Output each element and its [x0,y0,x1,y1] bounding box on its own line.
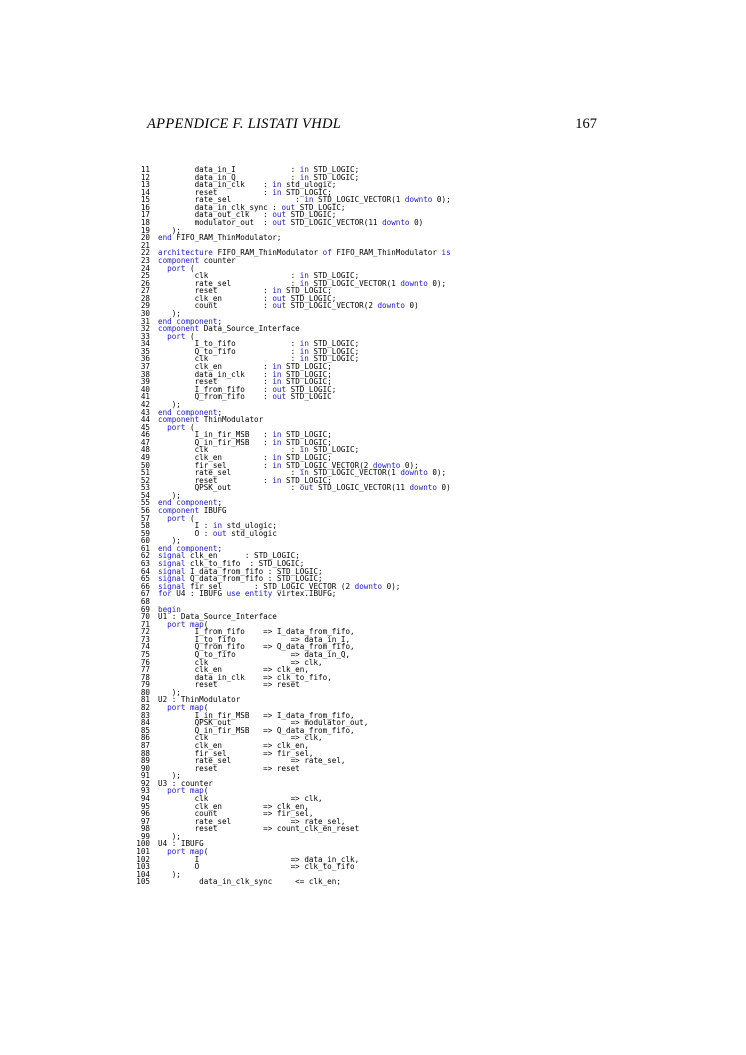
line-number: 71 [140,619,150,629]
code-text: U2 : ThinModulator [158,695,241,705]
line-number: 47 [140,437,150,447]
code-text: port map( [167,786,209,796]
code-text: signal clk_en : STD_LOGIC; [158,551,300,561]
line-number: 84 [140,718,150,728]
code-text: O : out std_ulogic [194,528,277,538]
line-number: 32 [140,324,150,334]
line-number: 102 [136,854,150,864]
line-number: 85 [140,725,150,735]
line-number: 44 [140,415,150,425]
line-number: 37 [140,362,150,372]
code-text: component IBUFG [158,506,227,516]
code-text: port ( [167,263,195,273]
line-number: 38 [140,369,150,379]
code-text: modulator_out : out STD_LOGIC_VECTOR(11 downto 0) [194,218,424,228]
code-line [130,825,600,833]
line-number: 56 [140,506,150,516]
code-text: I => data_in_clk, [194,854,360,864]
page-header [147,116,597,136]
line-number: 52 [140,475,150,485]
code-line [130,219,600,227]
line-number: 88 [140,748,150,758]
line-number: 15 [140,195,150,205]
line-number: 45 [140,422,150,432]
code-text: U3 : counter [158,778,213,788]
line-number: 35 [140,346,150,356]
code-text: I : in std_ulogic; [194,521,277,531]
code-text: reset => reset [194,763,300,773]
line-number: 99 [140,831,150,841]
code-line [130,393,600,401]
code-text: component Data_Source_Interface [158,324,300,334]
line-number: 39 [140,377,150,387]
code-text: clk : in STD_LOGIC; [194,271,360,281]
code-text: rate_sel => rate_sel, [194,756,346,766]
line-number: 30 [140,308,150,318]
code-text: rate_sel : in STD_LOGIC_VECTOR(1 downto 0); [194,468,447,478]
line-number: 65 [140,574,150,584]
code-text: clk_en => clk_en, [194,665,309,675]
line-number: 26 [140,278,150,288]
code-text: I_to_fifo => data_in_I, [194,634,351,644]
code-text: I_in_fir_MSB : in STD_LOGIC; [194,430,332,440]
line-number: 29 [140,301,150,311]
code-line [130,257,600,265]
code-line [130,484,600,492]
code-text: fir_sel : in STD_LOGIC_VECTOR(2 downto 0); [194,460,419,470]
line-number: 42 [140,399,150,409]
code-text: ); [158,687,181,697]
code-line [130,416,600,424]
code-text: data_in_I : in STD_LOGIC; [194,165,360,174]
line-number: 97 [140,816,150,826]
line-number: 23 [140,255,150,265]
line-number: 25 [140,271,150,281]
line-number: 89 [140,756,150,766]
code-text: signal clk_to_fifo : STD_LOGIC; [158,559,305,569]
line-number: 70 [140,612,150,622]
code-text: end component; [158,543,223,553]
line-number: 33 [140,331,150,341]
code-text: U4 : IBUFG [158,839,204,849]
code-text: Q_to_fifo => data_in_Q, [194,650,351,659]
code-text: clk => clk, [194,657,323,667]
line-number: 75 [140,650,150,659]
code-text: clk => clk, [194,793,323,803]
code-text: O => clk_to_fifo [194,862,355,872]
line-number: 27 [140,286,150,296]
code-text: end component; [158,316,223,326]
code-text: data_in_clk : in std_ulogic; [194,180,337,190]
code-text: component ThinModulator [158,415,264,425]
line-number: 82 [140,703,150,713]
code-line [130,681,600,689]
line-number: 22 [140,248,150,258]
code-text: data_in_clk : in STD_LOGIC; [194,369,332,379]
code-text: port ( [167,513,195,523]
line-number: 90 [140,763,150,773]
line-number: 104 [136,869,150,879]
code-text: port ( [167,422,195,432]
line-number: 43 [140,407,150,417]
line-number: 76 [140,657,150,667]
code-text: clk_en : in STD_LOGIC; [194,362,332,372]
code-line [130,878,600,886]
code-line [130,765,600,773]
line-number: 66 [140,581,150,591]
vhdl-code-listing [130,166,600,886]
line-number: 69 [140,604,150,614]
line-number: 64 [140,566,150,576]
code-text: component counter [158,255,236,265]
code-text: clk => clk, [194,733,323,743]
line-number: 14 [140,187,150,197]
code-text: clk_en => clk_en, [194,740,309,750]
code-text: for U4 : IBUFG use entity virtex.IBUFG; [158,589,337,599]
code-text: ); [158,869,181,879]
line-number: 41 [140,392,150,402]
line-number: 53 [140,483,150,493]
code-text: I_in_fir_MSB => I_data_from_fifo, [194,710,355,720]
line-number: 50 [140,460,150,470]
code-text: I_to_fifo : in STD_LOGIC; [194,339,360,349]
code-text: end component; [158,498,223,508]
line-number: 36 [140,354,150,364]
code-text: ); [158,225,181,235]
line-number: 58 [140,521,150,531]
code-text: data_in_clk_sync : out STD_LOGIC; [194,202,346,212]
line-number: 57 [140,513,150,523]
line-number: 86 [140,733,150,743]
line-number: 55 [140,498,150,508]
line-number: 83 [140,710,150,720]
line-number: 12 [140,172,150,182]
code-text: Q_from_fifo : out STD_LOGIC [194,392,332,402]
code-text: fir_sel => fir_sel, [194,748,314,758]
line-number: 105 [136,877,150,887]
code-text: signal fir_sel : STD_LOGIC_VECTOR (2 downto 0); [158,581,401,591]
code-line [130,530,600,538]
line-number: 94 [140,793,150,803]
code-text: reset : in STD_LOGIC; [194,286,332,296]
code-text: ); [158,831,181,841]
code-text: rate_sel => rate_sel, [194,816,346,826]
line-number: 78 [140,672,150,682]
code-text: clk_en : in STD_LOGIC; [194,452,332,462]
code-text: reset => count_clk_en_reset [194,824,360,834]
code-text: reset => reset [194,680,300,690]
code-text: data_in_clk => clk_to_fifo, [194,672,332,682]
code-text: count => fir_sel, [194,809,314,819]
code-text: ); [158,490,181,500]
line-number: 80 [140,687,150,697]
code-line [130,325,600,333]
code-text: Q_in_fir_MSB => Q_data_from_fifo, [194,725,355,735]
line-number: 16 [140,202,150,212]
code-text: ); [158,308,181,318]
code-text: reset : in STD_LOGIC; [194,377,332,387]
code-text: data_in_clk_sync <= clk_en; [199,877,341,887]
code-text: port ( [167,331,195,341]
line-number: 18 [140,218,150,228]
code-line [130,234,600,242]
code-text: port map( [167,703,209,713]
line-number: 11 [140,165,150,174]
line-number: 60 [140,536,150,546]
line-number: 87 [140,740,150,750]
line-number: 24 [140,263,150,273]
line-number: 96 [140,809,150,819]
line-number: 101 [136,847,150,857]
code-text: architecture FIFO_RAM_ThinModulator of FIFO_RAM_ThinModulator is [158,248,451,258]
code-text: Q_from_fifo => Q_data_from_fifo, [194,642,355,652]
line-number: 73 [140,634,150,644]
line-number: 67 [140,589,150,599]
code-text: ); [158,536,181,546]
code-line [130,302,600,310]
code-text: reset : in STD_LOGIC; [194,187,332,197]
code-text: Q_in_fir_MSB : in STD_LOGIC; [194,437,332,447]
code-text: I_from_fifo : out STD_LOGIC; [194,384,337,394]
code-line [130,590,600,598]
line-number: 31 [140,316,150,326]
line-number: 48 [140,445,150,455]
code-text: port map( [167,619,209,629]
line-number: 20 [140,233,150,243]
code-text: clk : in STD_LOGIC; [194,445,360,455]
code-line [130,507,600,515]
code-text: end component; [158,407,223,417]
line-number: 81 [140,695,150,705]
line-number: 91 [140,771,150,781]
code-text: data_out_clk : out STD_LOGIC; [194,210,337,220]
line-number: 79 [140,680,150,690]
line-number: 95 [140,801,150,811]
line-number: 68 [140,596,150,606]
line-number: 62 [140,551,150,561]
code-text: signal I_data_from_fifo : STD_LOGIC; [158,566,323,576]
line-number: 59 [140,528,150,538]
code-text: signal Q_data_from_fifo : STD_LOGIC; [158,574,323,584]
code-text: QPSK_out => modulator_out, [194,718,369,728]
code-text: rate_sel : in STD_LOGIC_VECTOR(1 downto 0); [194,278,447,288]
code-text: Q_to_fifo : in STD_LOGIC; [194,346,360,356]
code-line [130,863,600,871]
line-number: 74 [140,642,150,652]
line-number: 54 [140,490,150,500]
page-number: 167 [575,116,597,132]
line-number: 17 [140,210,150,220]
line-number: 46 [140,430,150,440]
line-number: 92 [140,778,150,788]
code-text: I_from_fifo => I_data_from_fifo, [194,627,355,637]
line-number: 28 [140,293,150,303]
line-number: 98 [140,824,150,834]
code-text: ); [158,399,181,409]
code-text: clk : in STD_LOGIC; [194,354,360,364]
line-number: 51 [140,468,150,478]
line-number: 63 [140,559,150,569]
code-text: QPSK_out : out STD_LOGIC_VECTOR(11 downto 0) [194,483,451,493]
line-number: 49 [140,452,150,462]
line-number: 19 [140,225,150,235]
code-text: clk_en => clk_en, [194,801,309,811]
code-text: rate_sel : in STD_LOGIC_VECTOR(1 downto 0); [194,195,451,205]
line-number: 93 [140,786,150,796]
code-text: reset : in STD_LOGIC; [194,475,332,485]
line-number: 21 [140,240,150,250]
code-line [130,598,600,606]
running-title: APPENDICE F. LISTATI VHDL [147,116,342,132]
code-text: ); [158,771,181,781]
line-number: 40 [140,384,150,394]
code-text: U1 : Data_Source_Interface [158,612,277,622]
code-text: begin [158,604,181,614]
code-text: clk_en : out STD_LOGIC; [194,293,337,303]
code-text: data_in_Q : in STD_LOGIC; [194,172,360,182]
line-number: 100 [136,839,150,849]
line-number: 77 [140,665,150,675]
line-number: 103 [136,862,150,872]
line-number: 72 [140,627,150,637]
line-number: 34 [140,339,150,349]
code-text: end FIFO_RAM_ThinModulator; [158,233,282,243]
code-text: port map( [167,847,209,857]
code-text: count : out STD_LOGIC_VECTOR(2 downto 0) [194,301,419,311]
line-number: 13 [140,180,150,190]
line-number: 61 [140,543,150,553]
